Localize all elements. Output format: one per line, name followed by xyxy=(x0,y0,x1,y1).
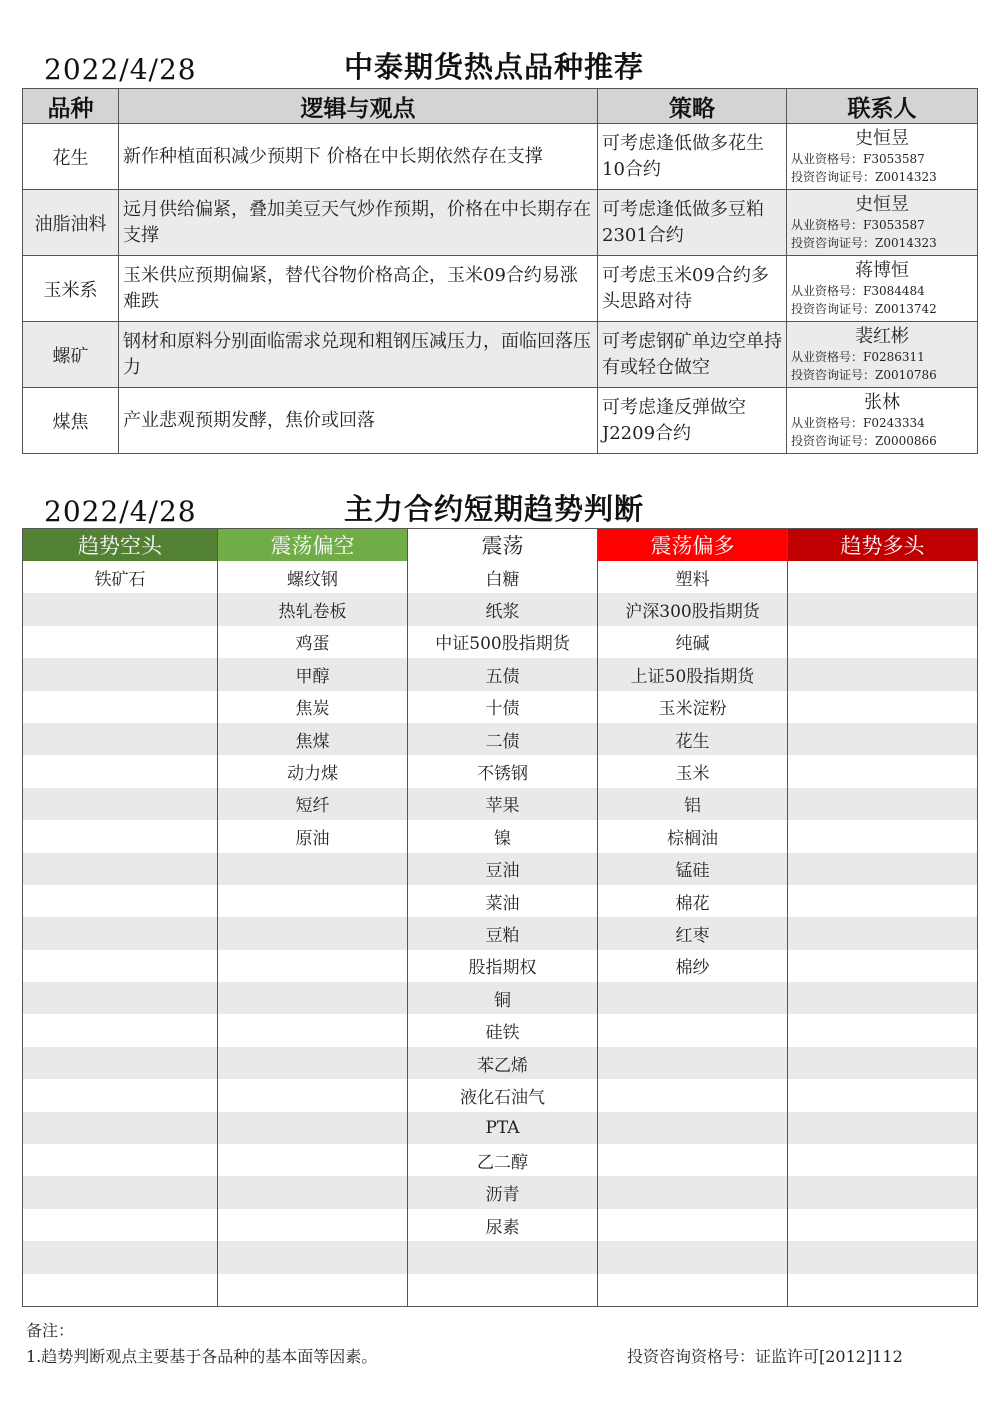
header-contact: 联系人 xyxy=(787,89,978,124)
contact-cell xyxy=(787,322,978,388)
trend-cell: 原油 xyxy=(218,820,408,852)
trend-cell xyxy=(23,1112,218,1144)
trend-cell xyxy=(408,1241,598,1273)
trend-header-1: 震荡偏空 xyxy=(218,529,408,562)
trend-cell xyxy=(23,755,218,787)
trend-cell xyxy=(23,658,218,690)
table-row xyxy=(23,1176,978,1208)
contact-cell xyxy=(787,388,978,454)
trend-cell: 不锈钢 xyxy=(408,755,598,787)
trend-cell xyxy=(788,950,978,982)
section2-title: 主力合约短期趋势判断 xyxy=(344,492,645,526)
trend-cell xyxy=(598,1112,788,1144)
qualification-number: 从业资格号：F0243334 xyxy=(791,415,925,430)
trend-cell xyxy=(218,1274,408,1307)
trend-cell: 鸡蛋 xyxy=(218,626,408,658)
trend-cell xyxy=(23,1176,218,1208)
trend-cell: 苯乙烯 xyxy=(408,1047,598,1079)
variety-cell: 花生 xyxy=(23,124,119,190)
trend-cell: 甲醇 xyxy=(218,658,408,690)
trend-cell xyxy=(788,658,978,690)
trend-cell xyxy=(788,691,978,723)
trend-cell xyxy=(23,593,218,625)
trend-cell xyxy=(598,1176,788,1208)
variety-cell: 油脂油料 xyxy=(23,190,119,256)
trend-cell: 镍 xyxy=(408,820,598,852)
trend-cell: 动力煤 xyxy=(218,755,408,787)
table-row xyxy=(23,691,978,723)
trend-cell xyxy=(788,917,978,949)
trend-cell xyxy=(218,1014,408,1046)
trend-cell: 上证50股指期货 xyxy=(598,658,788,690)
table-row xyxy=(23,1274,978,1307)
trend-cell xyxy=(23,1144,218,1176)
trend-cell: PTA xyxy=(408,1112,598,1144)
trend-cell: 沪深300股指期货 xyxy=(598,593,788,625)
trend-cell xyxy=(23,982,218,1014)
trend-cell xyxy=(788,1079,978,1111)
trend-cell xyxy=(598,982,788,1014)
table-row xyxy=(23,658,978,690)
contact-name: 张林 xyxy=(864,391,900,413)
table-row xyxy=(23,917,978,949)
table-row xyxy=(23,1014,978,1046)
trend-cell xyxy=(23,1209,218,1241)
section1-title: 中泰期货热点品种推荐 xyxy=(344,50,645,84)
strategy-cell: 可考虑逢反弹做空J2209合约 xyxy=(598,388,787,454)
trend-cell: 铁矿石 xyxy=(94,569,146,590)
table-row xyxy=(23,1144,978,1176)
logic-cell: 钢材和原料分别面临需求兑现和粗钢压减压力，面临回落压力 xyxy=(119,322,598,388)
trend-cell xyxy=(788,593,978,625)
table-row xyxy=(23,322,978,388)
header-strategy: 策略 xyxy=(598,89,787,124)
logic-cell: 远月供给偏紧，叠加美豆天气炒作预期，价格在中长期存在支撑 xyxy=(119,190,598,256)
trend-cell: 玉米 xyxy=(598,755,788,787)
trend-cell: 铝 xyxy=(598,788,788,820)
table-row xyxy=(23,1241,978,1273)
trend-cell xyxy=(598,1047,788,1079)
table-row xyxy=(23,626,978,658)
trend-cell: 锰硅 xyxy=(598,853,788,885)
trend-cell: 豆油 xyxy=(408,853,598,885)
trend-cell: 尿素 xyxy=(408,1209,598,1241)
trend-cell xyxy=(23,1274,218,1307)
qualification-number: 从业资格号：F3053587 xyxy=(791,151,925,166)
trend-header-2: 震荡 xyxy=(408,529,598,562)
qualification-number: 从业资格号：F3053587 xyxy=(791,217,925,232)
contact-name: 史恒昱 xyxy=(855,127,909,149)
trend-cell xyxy=(23,691,218,723)
investment-consulting-number: 投资咨询证号：Z0000866 xyxy=(791,433,937,448)
contact-name: 裴红彬 xyxy=(855,325,909,347)
trend-cell xyxy=(788,561,978,593)
investment-consulting-number: 投资咨询证号：Z0010786 xyxy=(791,367,937,382)
recommendation-table xyxy=(22,88,978,454)
trend-cell: 纯碱 xyxy=(598,626,788,658)
section2-header xyxy=(22,488,977,528)
trend-cell xyxy=(23,950,218,982)
logic-cell: 新作种植面积减少预期下 价格在中长期依然存在支撑 xyxy=(119,124,598,190)
contact-cell xyxy=(787,256,978,322)
section2-date: 2022/4/28 xyxy=(44,495,197,528)
recommendation-header-row xyxy=(23,89,978,124)
strategy-cell: 可考虑钢矿单边空单持有或轻仓做空 xyxy=(598,322,787,388)
trend-cell xyxy=(598,1144,788,1176)
trend-cell: 棉纱 xyxy=(598,950,788,982)
trend-cell xyxy=(218,1144,408,1176)
trend-cell xyxy=(218,1241,408,1273)
trend-cell xyxy=(788,1144,978,1176)
trend-header-0: 趋势空头 xyxy=(23,529,218,562)
table-row xyxy=(23,388,978,454)
table-row xyxy=(23,190,978,256)
trend-cell: 硅铁 xyxy=(408,1014,598,1046)
table-row xyxy=(23,1047,978,1079)
trend-cell xyxy=(23,723,218,755)
trend-cell xyxy=(788,1112,978,1144)
trend-cell: 豆粕 xyxy=(408,917,598,949)
section1-date: 2022/4/28 xyxy=(44,53,197,86)
variety-cell: 煤焦 xyxy=(23,388,119,454)
trend-cell: 铜 xyxy=(408,982,598,1014)
strategy-cell: 可考虑逢低做多豆粕2301合约 xyxy=(598,190,787,256)
trend-cell xyxy=(788,1014,978,1046)
table-row xyxy=(23,1209,978,1241)
strategy-cell: 可考虑玉米09合约多头思路对待 xyxy=(598,256,787,322)
strategy-cell: 可考虑逢低做多花生10合约 xyxy=(598,124,787,190)
trend-cell xyxy=(23,1014,218,1046)
trend-cell xyxy=(218,917,408,949)
trend-cell: 红枣 xyxy=(598,917,788,949)
section1-header xyxy=(22,46,977,86)
trend-cell: 苹果 xyxy=(408,788,598,820)
table-row xyxy=(23,885,978,917)
header-variety: 品种 xyxy=(23,89,119,124)
trend-cell xyxy=(218,1112,408,1144)
trend-cell xyxy=(218,1079,408,1111)
trend-cell: 股指期权 xyxy=(408,950,598,982)
trend-cell: 焦煤 xyxy=(218,723,408,755)
trend-cell: 乙二醇 xyxy=(408,1144,598,1176)
trend-cell xyxy=(788,982,978,1014)
trend-cell xyxy=(23,1241,218,1273)
trend-cell: 二债 xyxy=(408,723,598,755)
trend-cell xyxy=(23,626,218,658)
table-row xyxy=(23,256,978,322)
logic-cell: 产业悲观预期发酵，焦价或回落 xyxy=(119,388,598,454)
notes xyxy=(26,1318,377,1370)
trend-cell: 塑料 xyxy=(598,561,788,593)
trend-cell xyxy=(788,1047,978,1079)
table-row xyxy=(23,950,978,982)
trend-cell xyxy=(598,1209,788,1241)
trend-cell xyxy=(598,1014,788,1046)
contact-cell xyxy=(787,124,978,190)
trend-cell xyxy=(788,853,978,885)
trend-cell: 菜油 xyxy=(408,885,598,917)
table-row xyxy=(23,124,978,190)
trend-header-row xyxy=(23,529,978,562)
trend-cell: 短纤 xyxy=(218,788,408,820)
trend-cell xyxy=(788,820,978,852)
investment-consulting-number: 投资咨询证号：Z0014323 xyxy=(791,235,937,250)
trend-cell xyxy=(218,950,408,982)
trend-cell: 沥青 xyxy=(408,1176,598,1208)
trend-cell: 玉米淀粉 xyxy=(598,691,788,723)
investment-consulting-number: 投资咨询证号：Z0013742 xyxy=(791,301,937,316)
contact-name: 蒋博恒 xyxy=(855,259,909,281)
trend-cell xyxy=(788,1209,978,1241)
trend-cell xyxy=(23,885,218,917)
trend-cell xyxy=(23,1079,218,1111)
header-logic: 逻辑与观点 xyxy=(119,89,598,124)
trend-cell xyxy=(788,1274,978,1307)
trend-cell: 五债 xyxy=(408,658,598,690)
trend-cell: 纸浆 xyxy=(408,593,598,625)
table-row xyxy=(23,593,978,625)
table-row xyxy=(23,853,978,885)
trend-cell xyxy=(788,1241,978,1273)
table-row xyxy=(23,820,978,852)
table-row xyxy=(23,982,978,1014)
trend-cell: 棉花 xyxy=(598,885,788,917)
trend-cell xyxy=(218,1176,408,1208)
trend-cell xyxy=(788,723,978,755)
table-row xyxy=(23,755,978,787)
trend-cell xyxy=(23,820,218,852)
trend-cell xyxy=(218,853,408,885)
table-row xyxy=(23,723,978,755)
logic-cell: 玉米供应预期偏紧，替代谷物价格高企，玉米09合约易涨难跌 xyxy=(119,256,598,322)
trend-cell xyxy=(408,1274,598,1307)
trend-cell xyxy=(788,1176,978,1208)
table-row xyxy=(23,788,978,820)
qualification-number: 从业资格号：F0286311 xyxy=(791,349,925,364)
trend-cell xyxy=(218,982,408,1014)
trend-cell xyxy=(23,853,218,885)
trend-cell xyxy=(218,1209,408,1241)
trend-cell xyxy=(598,1274,788,1307)
trend-cell xyxy=(218,1047,408,1079)
trend-cell: 中证500股指期货 xyxy=(408,626,598,658)
contact-cell xyxy=(787,190,978,256)
license-number: 投资咨询资格号：证监许可[2012]112 xyxy=(627,1347,903,1366)
variety-cell: 螺矿 xyxy=(23,322,119,388)
notes-line1: 1.趋势判断观点主要基于各品种的基本面等因素。 xyxy=(26,1347,378,1366)
trend-header-4: 趋势多头 xyxy=(788,529,978,562)
trend-cell: 液化石油气 xyxy=(408,1079,598,1111)
table-row xyxy=(23,561,978,593)
investment-consulting-number: 投资咨询证号：Z0014323 xyxy=(791,169,937,184)
qualification-number: 从业资格号：F3084484 xyxy=(791,283,925,298)
trend-cell xyxy=(23,917,218,949)
trend-cell xyxy=(23,1047,218,1079)
trend-cell xyxy=(788,755,978,787)
trend-header-3: 震荡偏多 xyxy=(598,529,788,562)
table-row xyxy=(23,1112,978,1144)
trend-cell xyxy=(788,885,978,917)
variety-cell: 玉米系 xyxy=(23,256,119,322)
trend-cell: 花生 xyxy=(598,723,788,755)
contact-name: 史恒昱 xyxy=(855,193,909,215)
notes-label: 备注： xyxy=(26,1321,75,1340)
trend-cell: 热轧卷板 xyxy=(218,593,408,625)
table-row xyxy=(23,1079,978,1111)
trend-cell: 白糖 xyxy=(408,561,598,593)
trend-cell xyxy=(598,1079,788,1111)
trend-cell: 棕榈油 xyxy=(598,820,788,852)
trend-cell xyxy=(788,626,978,658)
trend-cell xyxy=(218,885,408,917)
trend-table xyxy=(22,528,978,1307)
trend-cell xyxy=(23,788,218,820)
trend-cell: 十债 xyxy=(408,691,598,723)
trend-cell: 螺纹钢 xyxy=(218,561,408,593)
trend-cell: 焦炭 xyxy=(218,691,408,723)
trend-cell xyxy=(598,1241,788,1273)
trend-cell xyxy=(788,788,978,820)
